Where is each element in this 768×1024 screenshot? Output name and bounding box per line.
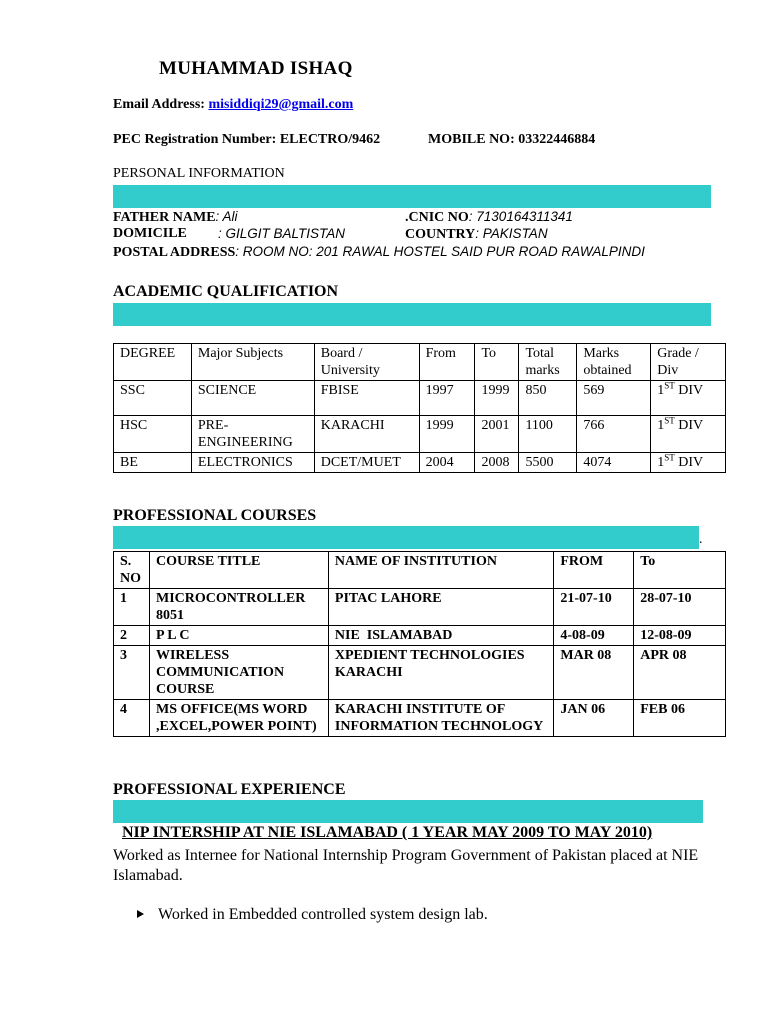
grade-sup: ST [664, 452, 675, 463]
grade-div: DIV [674, 383, 704, 398]
course-row [114, 700, 726, 737]
personal-accent-bar [113, 185, 711, 208]
internship-description: Worked as Internee for National Internship Program Government of Pakistan placed at NIE Islamabad. [113, 847, 699, 884]
course-institution-cell: XPEDIENT TECHNOLOGIES KARACHI [328, 646, 553, 700]
courses-accent-bar [113, 526, 699, 549]
grade-cell [651, 453, 726, 473]
grade-div: DIV [674, 455, 704, 470]
grade-num: 1 [657, 455, 665, 470]
experience-bullet-text: Worked in Embedded controlled system design lab. [158, 906, 488, 923]
grade-num: 1 [657, 383, 665, 398]
course-no-cell: 4 [114, 700, 150, 737]
course-title-cell: P L C [149, 626, 328, 646]
course-to-cell: FEB 06 [634, 700, 726, 737]
domicile-label: DOMICILE [113, 226, 187, 241]
postal-row [113, 244, 645, 261]
courses-header-row [114, 552, 726, 589]
academic-accent-bar [113, 303, 711, 326]
subject-cell: PRE-ENGINEERING [191, 416, 314, 453]
courses-header-cell: FROM [554, 552, 634, 589]
courses-header-cell: NAME OF INSTITUTION [328, 552, 553, 589]
academic-header-cell: Board / University [314, 344, 419, 381]
to-cell: 2008 [475, 453, 519, 473]
country-value: : PAKISTAN [475, 226, 548, 241]
course-institution-cell: PITAC LAHORE [328, 589, 553, 626]
course-from-cell: 4-08-09 [554, 626, 634, 646]
academic-header-cell: DEGREE [114, 344, 192, 381]
course-row [114, 589, 726, 626]
course-to-cell: 12-08-09 [634, 626, 726, 646]
experience-accent-bar [113, 800, 703, 823]
grade-cell [651, 416, 726, 453]
course-no-cell: 2 [114, 626, 150, 646]
courses-header-cell: S. NO [114, 552, 150, 589]
board-cell: FBISE [314, 381, 419, 416]
grade-cell [651, 381, 726, 416]
mobile-label: MOBILE NO: [428, 132, 515, 147]
courses-trailing-dot: . [699, 532, 703, 547]
mobile-line [428, 132, 595, 148]
degree-cell: SSC [114, 381, 192, 416]
course-no-cell: 1 [114, 589, 150, 626]
course-to-cell: 28-07-10 [634, 589, 726, 626]
cnic-value: : 7130164311341 [468, 209, 573, 224]
cnic-label: .CNIC NO [405, 210, 469, 225]
course-row [114, 626, 726, 646]
obtained-cell: 766 [577, 416, 651, 453]
courses-header-cell: To [634, 552, 726, 589]
course-from-cell: JAN 06 [554, 700, 634, 737]
country-label: COUNTRY [405, 227, 476, 242]
grade-sup: ST [664, 415, 675, 426]
course-to-cell: APR 08 [634, 646, 726, 700]
course-title-cell: MS OFFICE(MS WORD ,EXCEL,POWER POINT) [149, 700, 328, 737]
courses-header-cell: COURSE TITLE [149, 552, 328, 589]
domicile-row [113, 226, 187, 242]
postal-value: : ROOM NO: 201 RAWAL HOSTEL SAID PUR ROAD RAWALPINDI [235, 244, 645, 259]
academic-row [114, 381, 726, 416]
course-no-cell: 3 [114, 646, 150, 700]
academic-row [114, 416, 726, 453]
country-row [405, 226, 548, 243]
course-institution-cell: KARACHI INSTITUTE OF INFORMATION TECHNOLOGY [328, 700, 553, 737]
course-row [114, 646, 726, 700]
mobile-value: 03322446884 [518, 132, 596, 147]
obtained-cell: 4074 [577, 453, 651, 473]
academic-header-cell: Marks obtained [577, 344, 651, 381]
course-institution-cell: NIE ISLAMABAD [328, 626, 553, 646]
from-cell: 1999 [419, 416, 475, 453]
board-cell: DCET/MUET [314, 453, 419, 473]
academic-header-cell: Total marks [519, 344, 577, 381]
candidate-name: MUHAMMAD ISHAQ [159, 58, 353, 79]
grade-div: DIV [674, 418, 704, 433]
academic-header-cell: Grade / Div [651, 344, 726, 381]
subject-cell: ELECTRONICS [191, 453, 314, 473]
from-cell: 1997 [419, 381, 475, 416]
experience-section-title: PROFESSIONAL EXPERIENCE [113, 781, 346, 798]
email-link[interactable]: misiddiqi29@gmail.com [208, 97, 354, 112]
grade-num: 1 [657, 418, 665, 433]
course-title-cell: WIRELESS COMMUNICATION COURSE [149, 646, 328, 700]
academic-table [113, 343, 726, 473]
course-title-cell: MICROCONTROLLER 8051 [149, 589, 328, 626]
total-cell: 850 [519, 381, 577, 416]
course-from-cell: MAR 08 [554, 646, 634, 700]
father-label: FATHER NAME [113, 210, 216, 225]
pec-label: PEC Registration Number: [113, 132, 277, 147]
internship-title: NIP INTERSHIP AT NIE ISLAMABAD ( 1 YEAR MAY 2009 TO MAY 2010) [122, 824, 653, 841]
course-from-cell: 21-07-10 [554, 589, 634, 626]
email-line [113, 97, 353, 113]
cnic-row [405, 209, 573, 226]
subject-cell: SCIENCE [191, 381, 314, 416]
arrow-bullet-icon [137, 910, 144, 918]
academic-header-cell: To [475, 344, 519, 381]
total-cell: 1100 [519, 416, 577, 453]
father-value: : Ali [215, 209, 238, 224]
postal-label: POSTAL ADDRESS [113, 245, 236, 260]
courses-table [113, 551, 726, 737]
academic-header-row [114, 344, 726, 381]
domicile-value: : GILGIT BALTISTAN [218, 226, 346, 241]
email-label: Email Address: [113, 97, 205, 112]
degree-cell: BE [114, 453, 192, 473]
to-cell: 2001 [475, 416, 519, 453]
grade-sup: ST [664, 380, 675, 391]
personal-section-title: PERSONAL INFORMATION [113, 166, 285, 181]
domicile-value-wrap [218, 226, 345, 243]
academic-header-cell: Major Subjects [191, 344, 314, 381]
academic-header-cell: From [419, 344, 475, 381]
pec-value: ELECTRO/9462 [279, 132, 381, 147]
courses-section-title: PROFESSIONAL COURSES [113, 507, 317, 524]
academic-row [114, 453, 726, 473]
board-cell: KARACHI [314, 416, 419, 453]
from-cell: 2004 [419, 453, 475, 473]
total-cell: 5500 [519, 453, 577, 473]
pec-line [113, 132, 380, 148]
obtained-cell: 569 [577, 381, 651, 416]
father-row [113, 209, 238, 226]
academic-section-title: ACADEMIC QUALIFICATION [113, 283, 339, 300]
to-cell: 1999 [475, 381, 519, 416]
degree-cell: HSC [114, 416, 192, 453]
experience-bullet-item [137, 905, 488, 925]
